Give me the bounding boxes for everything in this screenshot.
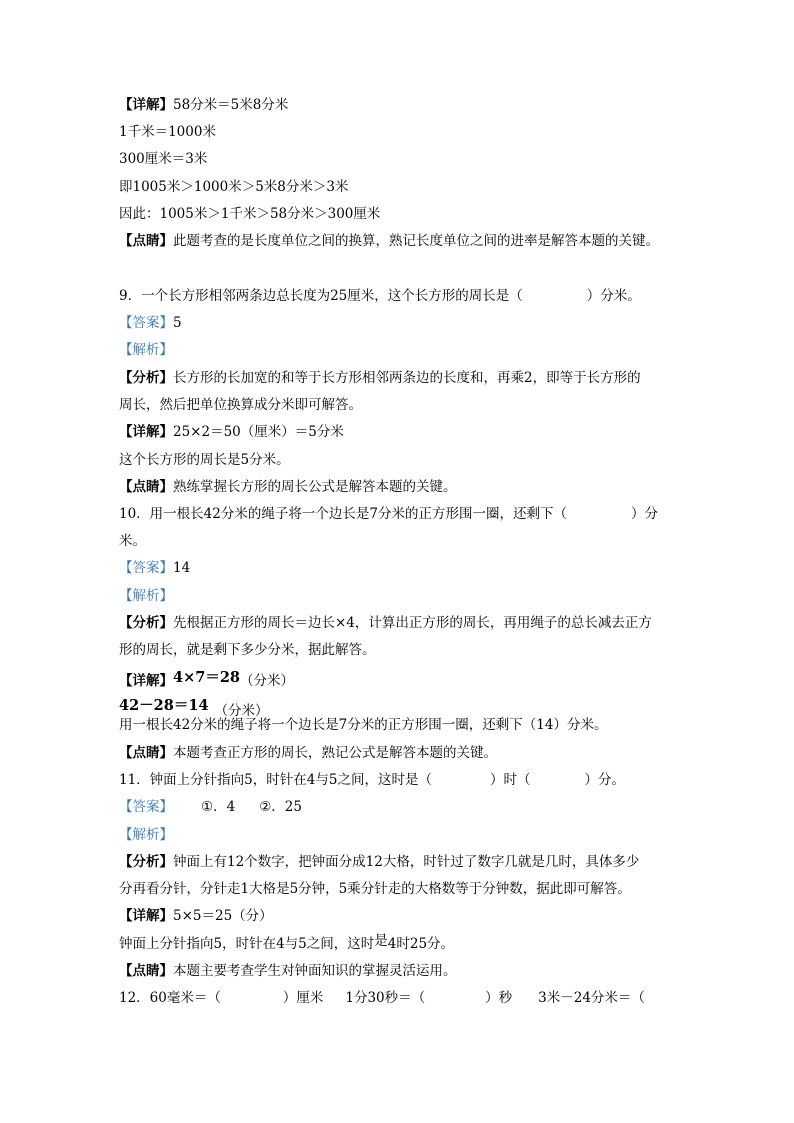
text: 是 <box>374 933 388 949</box>
stem-part: 1分30秒＝（ <box>345 990 426 1006</box>
tag-fenxi: 【分析】 <box>119 854 173 870</box>
answer-value: ①．4 <box>201 799 236 815</box>
text: 本题主要考查学生对钟面知识的掌握灵活运用。 <box>173 963 457 979</box>
text: 25×2＝50（厘米）＝5分米 <box>173 424 344 440</box>
stem-part: 9．一个长方形相邻两条边总长度为25厘米，这个长方形的周长是（ <box>119 288 523 304</box>
line-8-5: 因此：1005米＞1千米＞58分米＞300厘米 <box>119 206 381 222</box>
q9-jiexi <box>119 341 173 359</box>
answer-value: 5 <box>173 315 182 331</box>
q10-calc2 <box>119 697 269 719</box>
q9-xiangjie <box>119 423 344 441</box>
tag-dianjing: 【点睛】 <box>119 963 173 979</box>
stem-part: 11．钟面上分针指向5，时针在4与5之间，这时是（ <box>119 772 432 788</box>
tag-answer: 【答案】 <box>119 560 173 576</box>
tag-jiexi: 【解析】 <box>119 342 173 358</box>
text: 58分米＝5米8分米 <box>173 97 289 113</box>
q9-fenxi-1 <box>119 369 641 387</box>
stem-part: ）时（ <box>489 772 531 788</box>
q11-answer <box>119 798 302 816</box>
tag-answer: 【答案】 <box>119 315 173 331</box>
q12-stem <box>119 989 645 1007</box>
line-8-4: 即1005米＞1000米＞5米8分米＞3米 <box>119 179 349 195</box>
stem-part: ）秒 <box>485 990 513 1006</box>
tag-jiexi: 【解析】 <box>119 827 173 843</box>
text: 先根据正方形的周长＝边长×4，计算出正方形的周长，再用绳子的总长减去正方 <box>173 615 652 631</box>
tag-xiangjie: 【详解】 <box>119 908 173 924</box>
text: 5×5＝25（分） <box>173 908 273 924</box>
q10-xiangjie <box>119 669 295 690</box>
q11-jiexi <box>119 826 173 844</box>
math-expr: 42－28＝14 <box>119 697 209 714</box>
q10-stem-cont: 米。 <box>119 533 146 549</box>
q10-dianjing <box>119 744 497 762</box>
text: 此题考查的是长度单位之间的换算，熟记长度单位之间的进率是解答本题的关键。 <box>173 233 659 249</box>
q11-xiangjie <box>119 907 273 925</box>
tag-dianjing: 【点睛】 <box>119 233 173 249</box>
stem-part: 10．用一根长42分米的绳子将一个边长是7分米的正方形围一圈，还剩下（ <box>119 506 567 522</box>
line-8-2: 1千米＝1000米 <box>119 124 216 140</box>
answer-value: ②．25 <box>259 799 302 815</box>
text: 钟面上分针指向5，时针在4与5之间，这时 <box>119 936 375 952</box>
q11-conclusion <box>119 935 454 953</box>
text: 本题考查正方形的周长，熟记公式是解答本题的关键。 <box>173 745 497 761</box>
stem-part: ）分 <box>630 506 658 522</box>
tag-xiangjie: 【详解】 <box>119 424 173 440</box>
stem-part: ）厘米 <box>282 990 324 1006</box>
tag-xiangjie: 【详解】 <box>119 673 173 689</box>
q10-fenxi-1 <box>119 614 652 632</box>
text: 长方形的长加宽的和等于长方形相邻两条边的长度和，再乘2，即等于长方形的 <box>173 370 641 386</box>
text: 熟练掌握长方形的周长公式是解答本题的关键。 <box>173 479 457 495</box>
text: 钟面上有12个数字，把钟面分成12大格，时针过了数字几就是几时，具体多少 <box>173 854 640 870</box>
q9-dianjing <box>119 478 457 496</box>
tag-dianjing: 【点睛】 <box>119 479 173 495</box>
tag-fenxi: 【分析】 <box>119 370 173 386</box>
line-8-3: 300厘米＝3米 <box>119 151 208 167</box>
unit: （分米） <box>240 673 295 689</box>
answer-value: 14 <box>173 560 191 576</box>
q11-fenxi-1 <box>119 853 639 871</box>
q9-conclusion: 这个长方形的周长是5分米。 <box>119 452 290 468</box>
line-dianjing-8 <box>119 232 659 250</box>
q11-dianjing <box>119 962 457 980</box>
stem-part: ）分米。 <box>586 288 641 304</box>
stem-part: ）分。 <box>584 772 625 788</box>
q10-conclusion: 用一根长42分米的绳子将一个边长是7分米的正方形围一圈，还剩下（14）分米。 <box>119 717 608 733</box>
q10-fenxi-2: 形的周长，就是剩下多少分米，据此解答。 <box>119 642 376 658</box>
tag-xiangjie: 【详解】 <box>119 97 173 113</box>
line-xiangjie-8 <box>119 96 288 114</box>
q10-answer <box>119 559 190 577</box>
q10-stem <box>119 505 658 523</box>
q9-fenxi-2: 周长，然后把单位换算成分米即可解答。 <box>119 397 362 413</box>
tag-dianjing: 【点睛】 <box>119 745 173 761</box>
unit: （分米） <box>214 703 269 719</box>
text: 4时25分。 <box>387 936 455 952</box>
tag-answer: 【答案】 <box>119 799 173 815</box>
stem-part: 3米－24分米＝（ <box>538 990 645 1006</box>
q9-stem <box>119 287 641 305</box>
tag-fenxi: 【分析】 <box>119 615 173 631</box>
q9-answer <box>119 314 182 332</box>
q11-stem <box>119 771 625 789</box>
tag-jiexi: 【解析】 <box>119 588 173 604</box>
math-expr: 4×7＝28 <box>173 669 241 686</box>
q10-jiexi <box>119 587 173 605</box>
q11-fenxi-2: 分再看分针，分针走1大格是5分钟，5乘分针走的大格数等于分钟数，据此即可解答。 <box>119 881 631 897</box>
stem-part: 12．60毫米＝（ <box>119 990 221 1006</box>
